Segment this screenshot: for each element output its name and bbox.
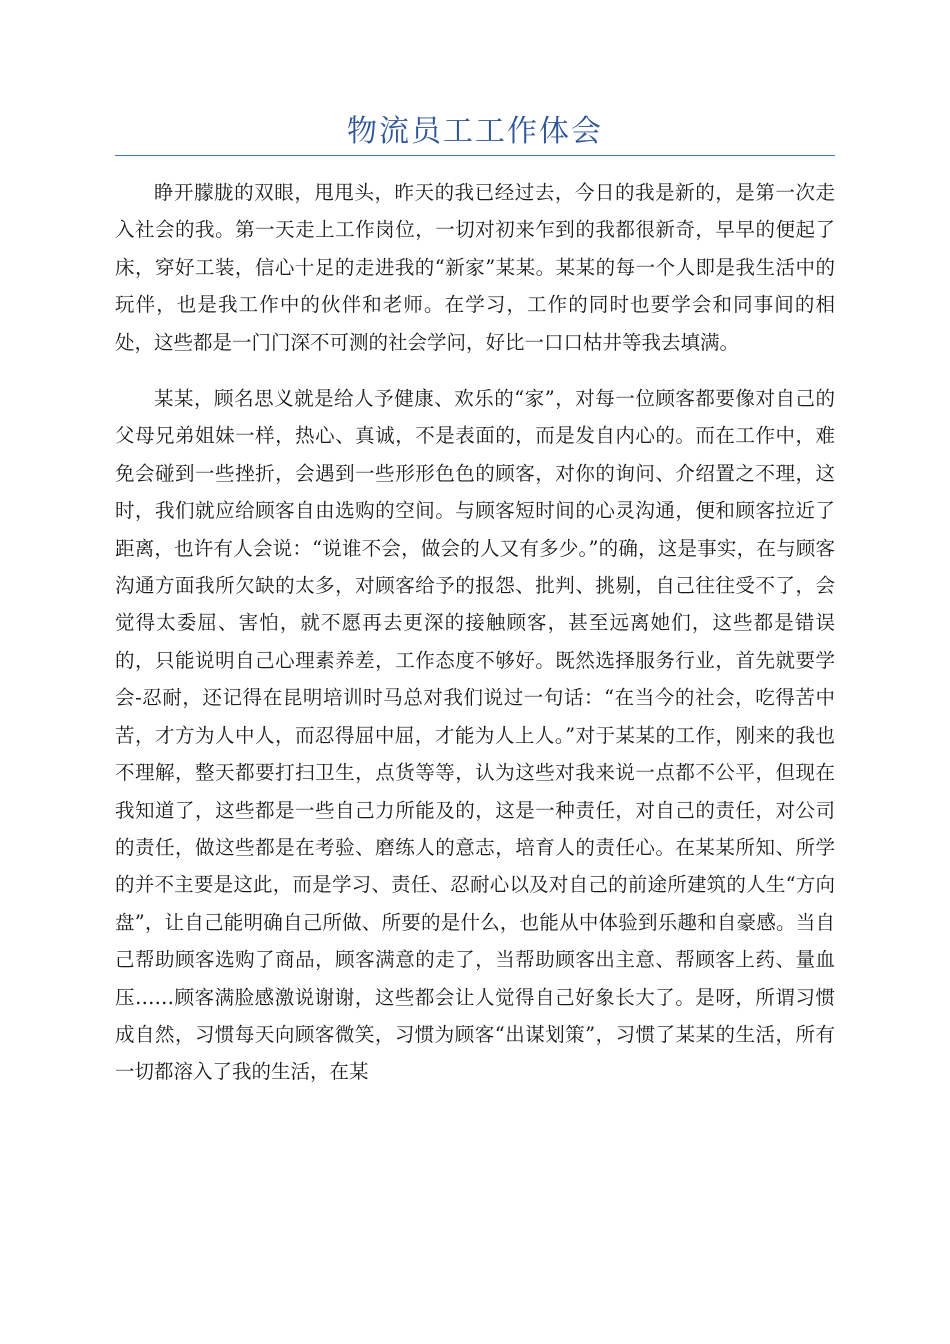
document-title: 物流员工工作体会 [347,114,603,149]
document-body [115,174,835,1091]
title-underline [115,155,835,156]
paragraph-1: 睁开朦胧的双眼，甩甩头，昨天的我已经过去，今日的我是新的，是第一次走入社会的我。第一天走上工作岗位，一切对初来乍到的我都很新奇，早早的便起了床，穿好工装，信心十足的走进我的“新家”某某。某某的每一个人即是我生活中的玩伴，也是我工作中的伙伴和老师。在学习，工作的同时也要学会和同事间的相处，这些都是一门门深不可测的社会学问，好比一口口枯井等我去填满。 [115,181,835,354]
paragraph-2: 某某，顾名思义就是给人予健康、欢乐的“家”，对每一位顾客都要像对自己的父母兄弟姐妹一样，热心、真诚，不是表面的，而是发自内心的。而在工作中，难免会碰到一些挫折，会遇到一些形形色色的顾客，对你的询问、介绍置之不理，这时，我们就应给顾客自由选购的空间。与顾客短时间的心灵沟通，便和顾客拉近了距离，也许有人会说：“说谁不会，做会的人又有多少。”的确，这是事实，在与顾客沟通方面我所欠缺的太多，对顾客给予的报怨、批判、挑剔，自己往往受不了，会觉得太委屈、害怕，就不愿再去更深的接触顾客，甚至远离她们，这些都是错误的，只能说明自己心理素养差，工作态度不够好。既然选择服务行业，首先就要学会-忍耐，还记得在昆明培训时马总对我们说过一句话：“在当今的社会，吃得苦中苦，才方为人中人，而忍得屈中屈，才能为人上人。”对于某某的工作，刚来的我也不理解，整天都要打扫卫生，点货等等，认为这些对我来说一点都不公平，但现在我知道了，这些都是一些自己力所能及的，这是一种责任，对自己的责任，对公司的责任，做这些都是在考验、磨练人的意志，培育人的责任心。在某某所知、所学的并不主要是这此，而是学习、责任、忍耐心以及对自己的前途所建筑的人生“方向盘”，让自己能明确自己所做、所要的是什么，也能从中体验到乐趣和自豪感。当自己帮助顾客选购了商品，顾客满意的走了，当帮助顾客出主意、帮顾客上药、量血压……顾客满脸感激说谢谢，这些都会让人觉得自己好象长大了。是呀，所谓习惯成自然，习惯每天向顾客微笑，习惯为顾客“出谋划策”，习惯了某某的生活，所有一切都溶入了我的生活，在某 [115,387,835,1084]
